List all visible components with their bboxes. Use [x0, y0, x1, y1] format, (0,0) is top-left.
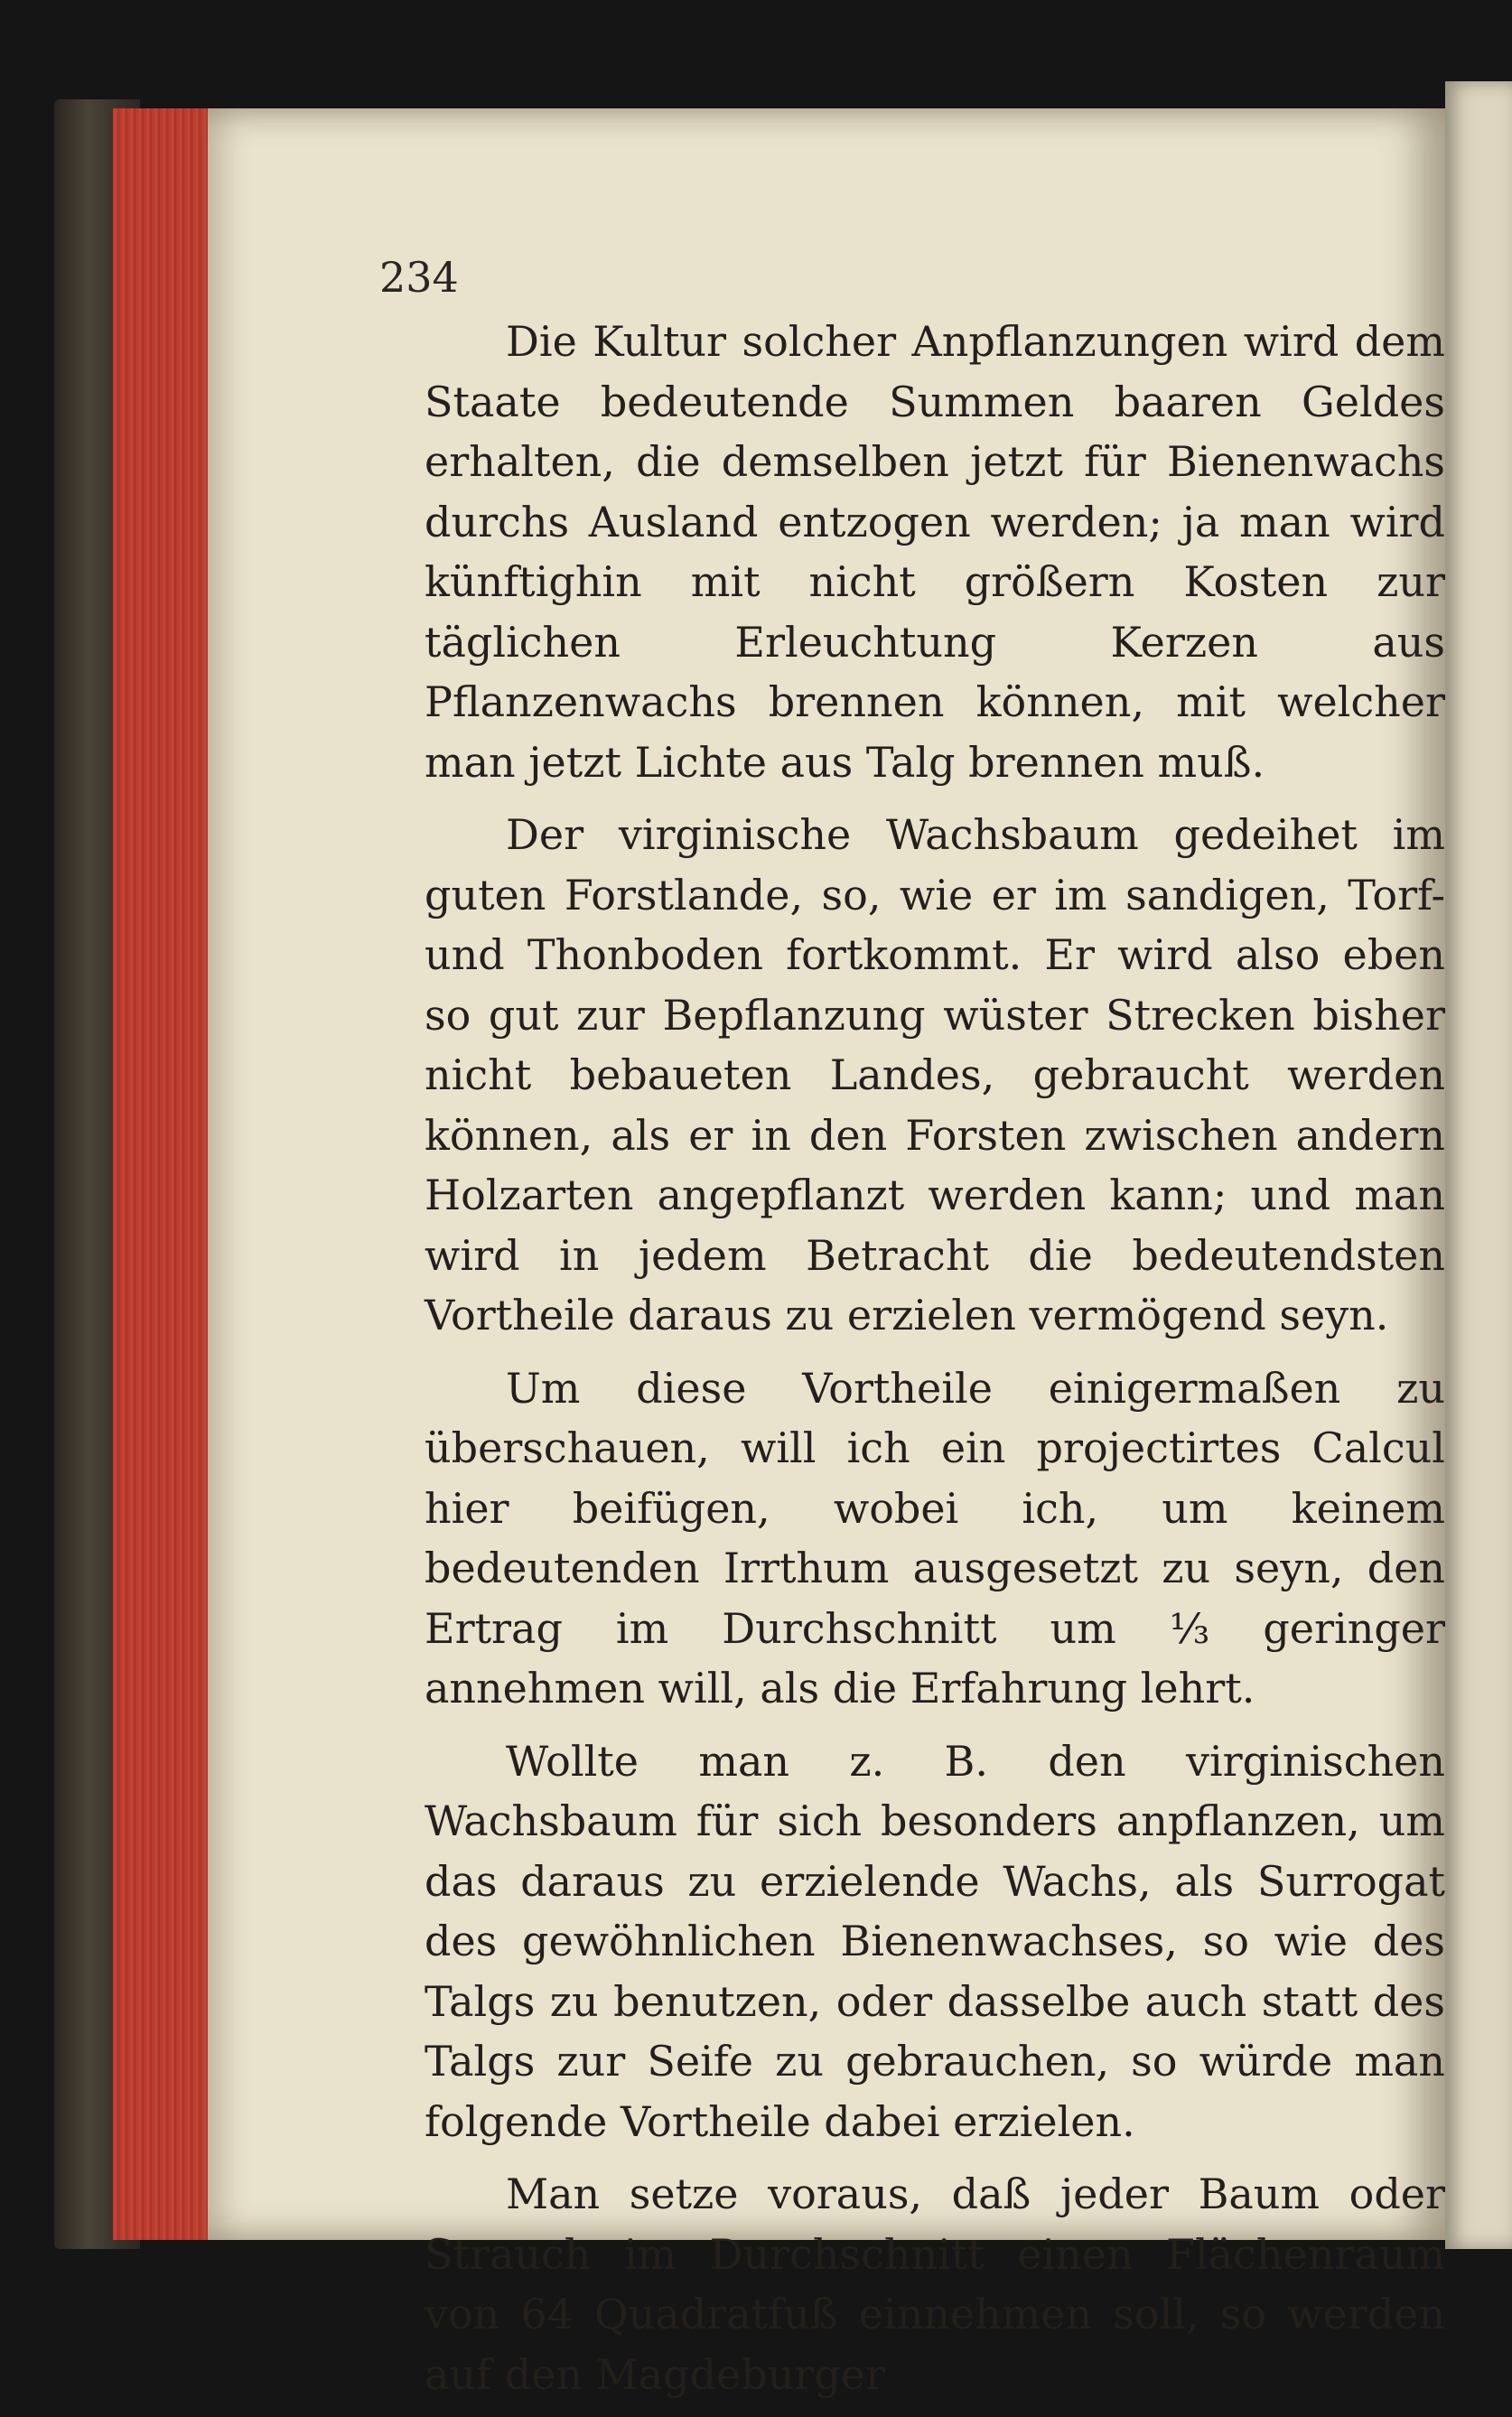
paragraph: Man setze voraus, daß jeder Baum oder Strauch im Durchschnitt einen Flächenraum von 64 Quadratfuß einnehmen soll, so werden auf den Magdeburger: [425, 2170, 1445, 2399]
paragraph: Die Kultur solcher Anpflanzungen wird dem Staate bedeutende Summen baaren Geldes erhalten, die demselben jetzt für Bienenwachs durchs Ausland entzogen werden; ja man wird künftighin mit nicht größern Kosten zur täglichen Erleuchtung Kerzen aus Pflanzenwachs brennen können, mit welcher man jetzt Lichte aus Talg brennen muß.: [425, 317, 1445, 787]
page-text: [425, 312, 1445, 2417]
page-number: 234: [379, 253, 459, 302]
paragraph: Der virginische Wachsbaum gedeihet im guten Forstlande, so, wie er im sandigen, Torf- und Thonboden fortkommt. Er wird also eben so gut zur Bepflanzung wüster Strecken bisher nicht bebaueten Landes, gebraucht werden können, als er in den Forsten zwischen andern Holzarten angepflanzt werden kann; und man wird in jedem Betracht die bedeutendsten Vortheile daraus zu erzielen vermögend seyn.: [425, 810, 1445, 1339]
facing-page-edge: [1445, 81, 1512, 2249]
book-page: [208, 108, 1445, 2399]
red-page-edges: [113, 108, 212, 2240]
paragraph: Um diese Vortheile einigermaßen zu überschauen, will ich ein projectirtes Calcul hier beifügen, wobei ich, um keinem bedeutenden Irrthum ausgesetzt zu seyn, den Ertrag im Durchschnitt um ⅓ geringer annehmen will, als die Erfahrung lehrt.: [425, 1363, 1445, 1712]
paragraph: Wollte man z. B. den virginischen Wachsbaum für sich besonders anpflanzen, um das daraus zu erzielende Wachs, als Surrogat des gewöhnlichen Bienenwachses, so wie des Talgs zu benutzen, oder dasselbe auch statt des Talgs zur Seife zu gebrauchen, so würde man folgende Vortheile dabei erzielen.: [425, 1736, 1445, 2146]
